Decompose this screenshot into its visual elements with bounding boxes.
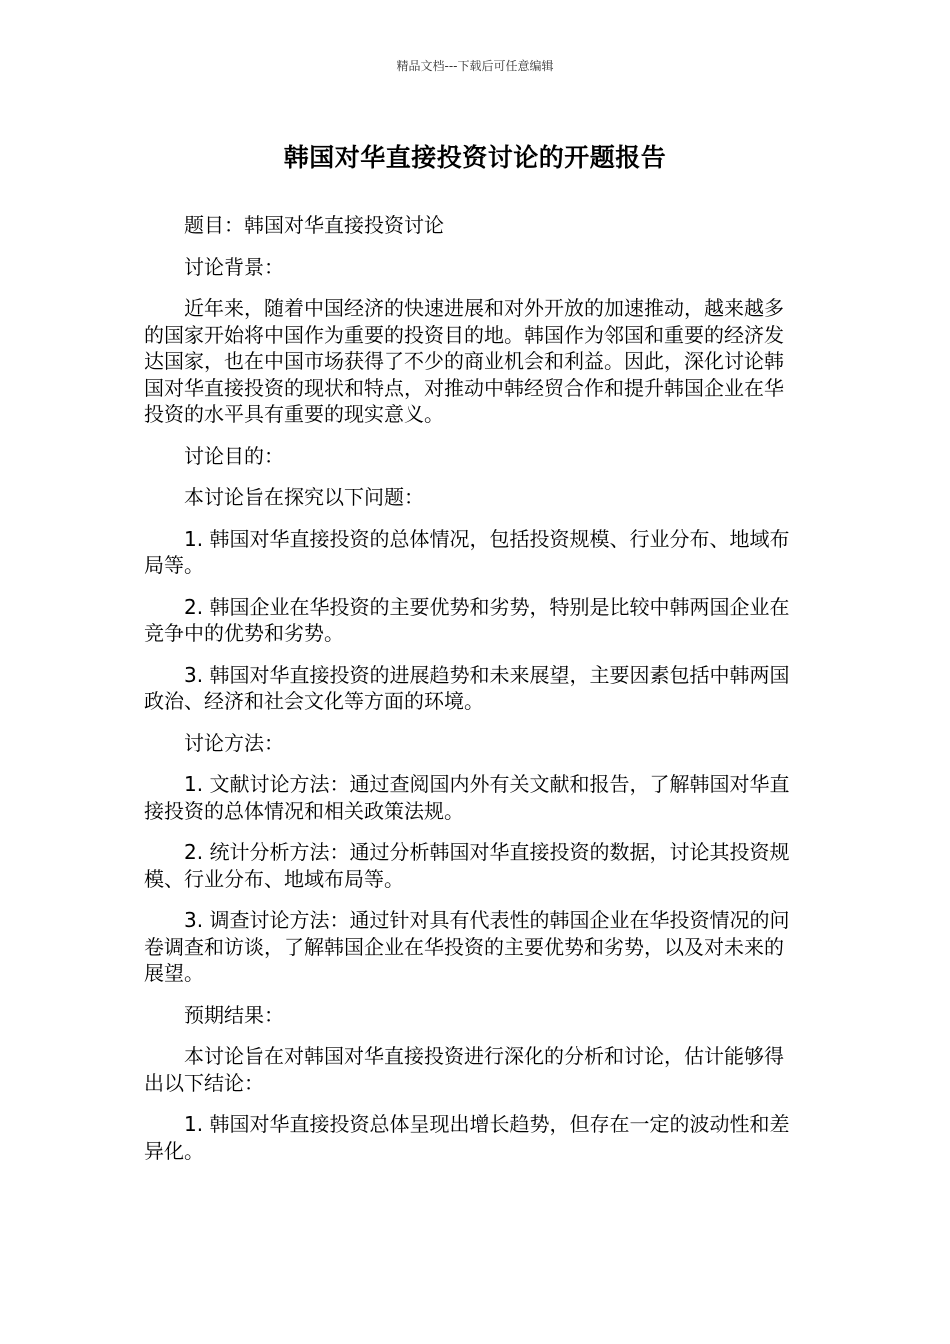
paragraph-purpose-intro: 本讨论旨在探究以下问题： xyxy=(184,485,424,509)
list-item-purpose-3: 3. 韩国对华直接投资的进展趋势和未来展望，主要因素包括中韩两国政治、经济和社会文化等方面的环境。 xyxy=(144,662,790,713)
list-item-purpose-1: 1. 韩国对华直接投资的总体情况，包括投资规模、行业分布、地域布局等。 xyxy=(144,526,790,577)
paragraph-results-intro: 本讨论旨在对韩国对华直接投资进行深化的分析和讨论，估计能够得出以下结论： xyxy=(144,1044,784,1095)
paragraph-topic: 题目：韩国对华直接投资讨论 xyxy=(184,213,444,237)
section-heading-method: 讨论方法： xyxy=(184,730,284,755)
section-heading-background: 讨论背景： xyxy=(184,254,284,279)
list-item-method-1: 1. 文献讨论方法：通过查阅国内外有关文献和报告，了解韩国对华直接投资的总体情况和相关政策法规。 xyxy=(144,772,790,823)
header-note: 精品文档---下载后可任意编辑 xyxy=(396,59,554,73)
document-body xyxy=(144,212,800,1179)
list-item-result-1: 1. 韩国对华直接投资总体呈现出增长趋势，但存在一定的波动性和差异化。 xyxy=(144,1112,790,1163)
document-title: 韩国对华直接投资讨论的开题报告 xyxy=(283,143,667,172)
list-item-method-2: 2. 统计分析方法：通过分析韩国对华直接投资的数据，讨论其投资规模、行业分布、地域布局等。 xyxy=(144,840,790,891)
paragraph-background: 近年来，随着中国经济的快速进展和对外开放的加速推动，越来越多的国家开始将中国作为重要的投资目的地。韩国作为邻国和重要的经济发达国家，也在中国市场获得了不少的商业机会和利益。因此，深化讨论韩国对华直接投资的现状和特点，对推动中韩经贸合作和提升韩国企业在华投资的水平具有重要的现实意义。 xyxy=(144,296,784,426)
list-item-method-3: 3. 调查讨论方法：通过针对具有代表性的韩国企业在华投资情况的问卷调查和访谈，了解韩国企业在华投资的主要优势和劣势，以及对未来的展望。 xyxy=(144,908,790,985)
section-heading-purpose: 讨论目的： xyxy=(184,443,284,468)
list-item-purpose-2: 2. 韩国企业在华投资的主要优势和劣势，特别是比较中韩两国企业在竞争中的优势和劣势。 xyxy=(144,594,790,645)
section-heading-results: 预期结果： xyxy=(184,1002,284,1027)
